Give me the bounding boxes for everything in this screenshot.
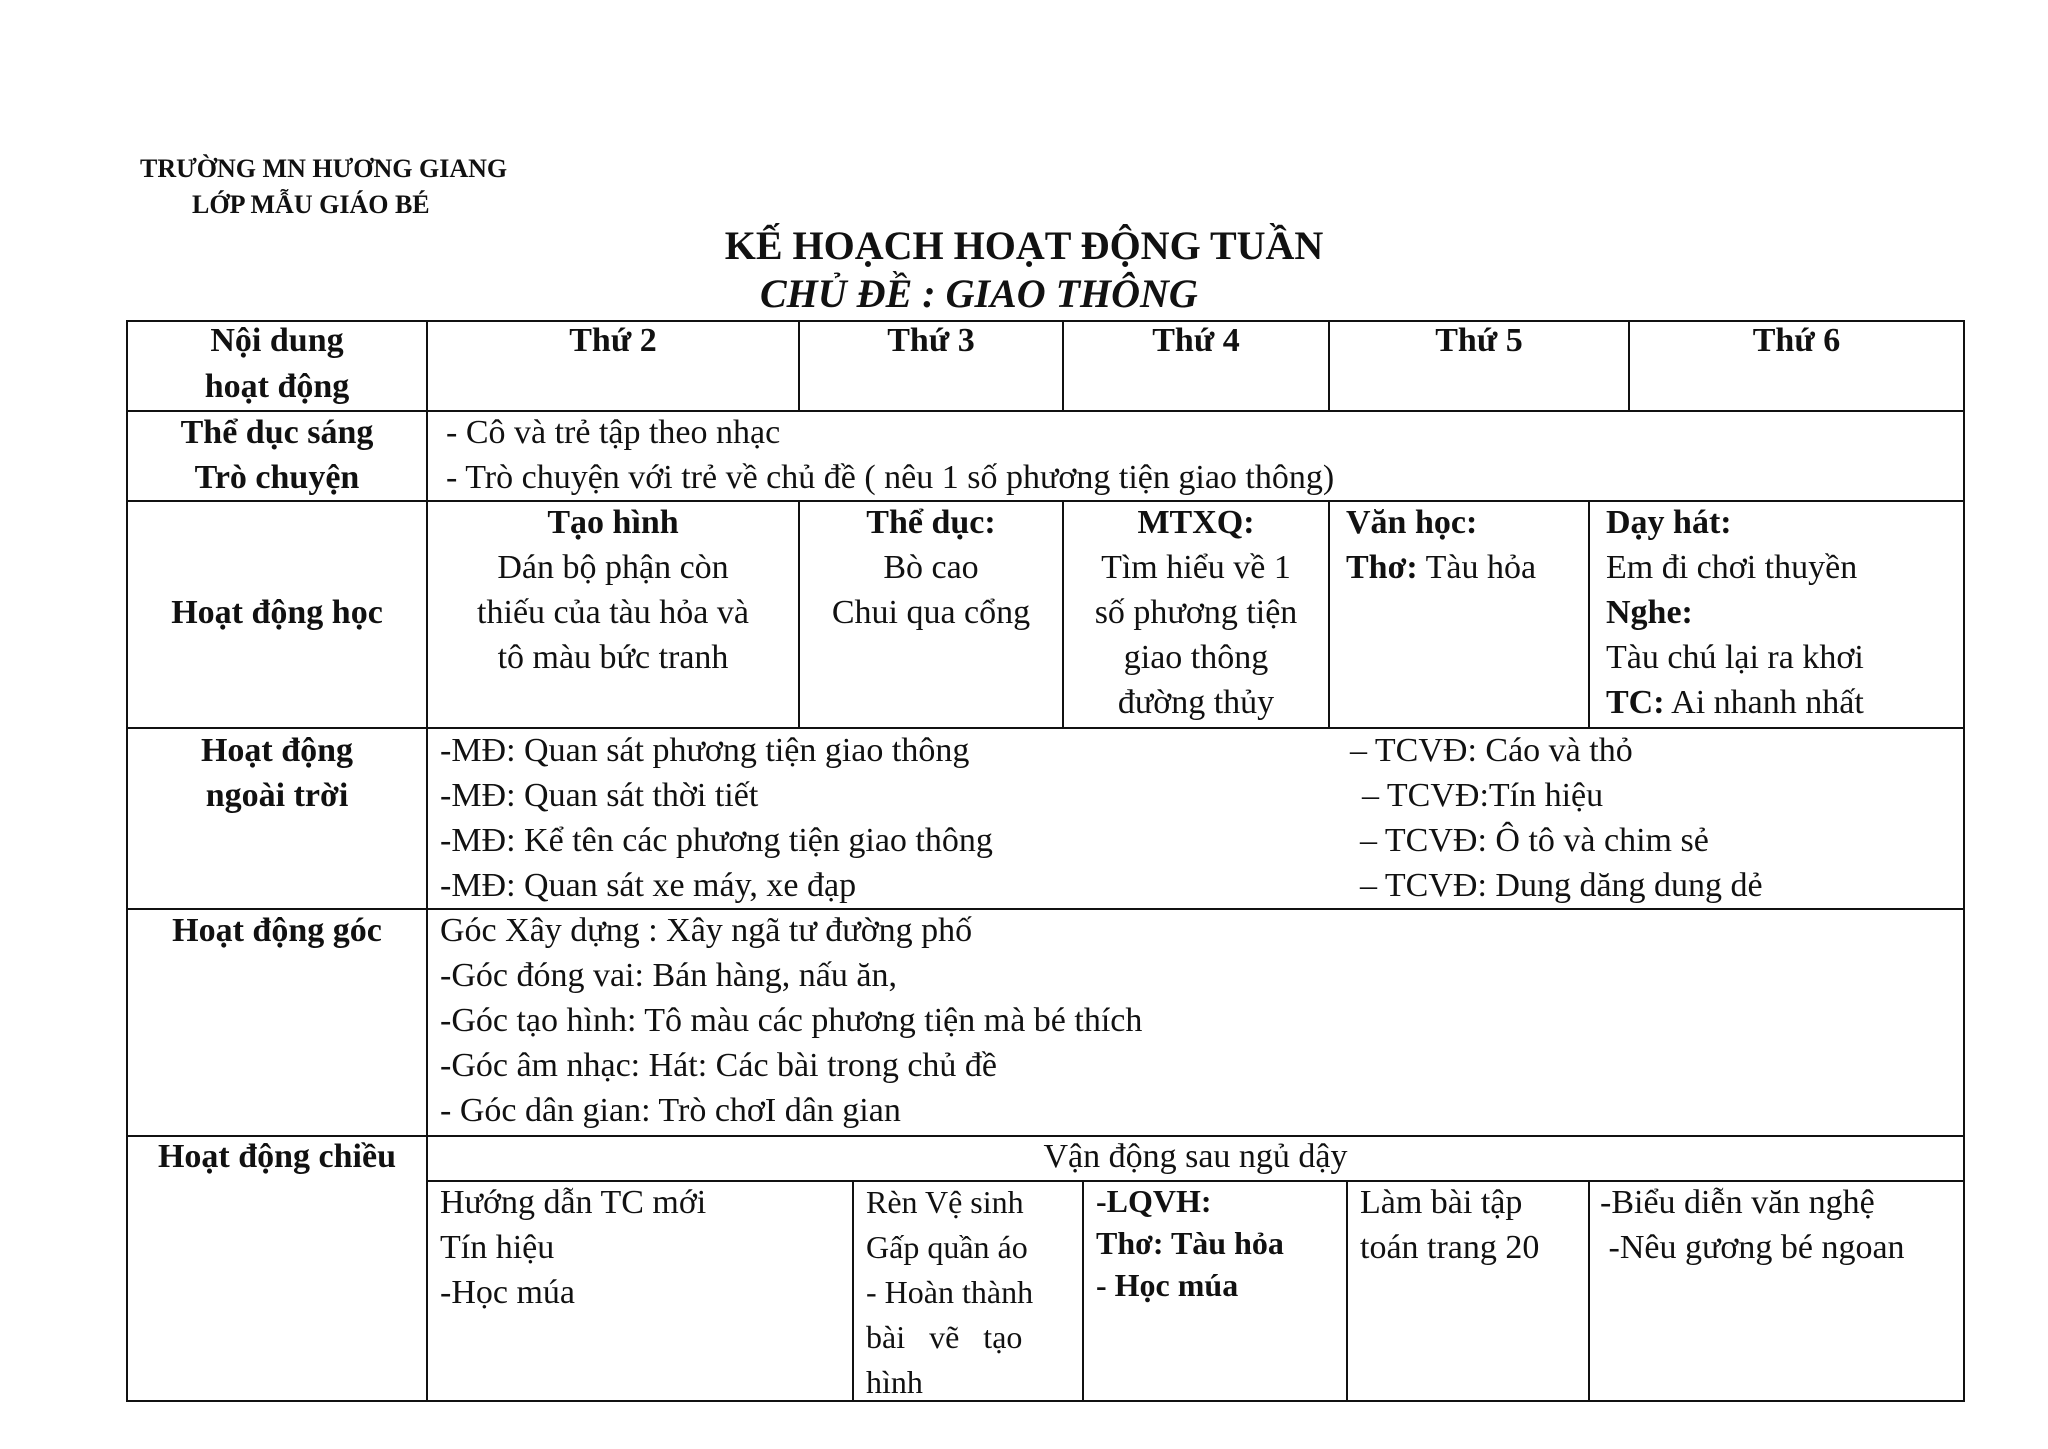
- learning-mon-title: Tạo hình: [547, 504, 679, 541]
- column-header-content: [128, 318, 426, 410]
- column-header-tue: Thứ 3: [887, 322, 975, 359]
- outdoor-observation: -MĐ: Kể tên các phương tiện giao thông: [440, 822, 993, 859]
- afternoon-fri-line: -Nêu gương bé ngoan: [1600, 1229, 1905, 1266]
- page-subtitle: CHỦ ĐỀ : GIAO THÔNG: [760, 271, 1198, 316]
- class-name: LỚP MẪU GIÁO BÉ: [192, 190, 430, 219]
- outdoor-observation: -MĐ: Quan sát xe máy, xe đạp: [440, 867, 857, 904]
- learning-mon-line: thiếu của tàu hỏa và: [477, 594, 749, 631]
- learning-wed-line: Tìm hiểu về 1: [1101, 549, 1291, 586]
- learning-fri-title: Dạy hát:: [1606, 504, 1732, 541]
- learning-thu: [1346, 500, 1586, 590]
- learning-wed: [1064, 500, 1328, 725]
- afternoon-wed-line: - Học múa: [1096, 1267, 1239, 1303]
- morning-line: - Cô và trẻ tập theo nhạc: [446, 414, 781, 451]
- table-border-bottom: [126, 1400, 1965, 1402]
- learning-wed-line: giao thông: [1123, 639, 1269, 676]
- column-header-content-line1: Nội dung: [210, 322, 344, 359]
- learning-tue-line: Bò cao: [883, 549, 979, 586]
- row-label-morning-line1: Thể dục sáng: [180, 414, 374, 451]
- afternoon-wed: [1096, 1180, 1284, 1306]
- learning-mon-line: Dán bộ phận còn: [497, 549, 729, 586]
- column-divider: [1346, 1180, 1348, 1402]
- afternoon-thu-line: Làm bài tập: [1360, 1184, 1523, 1221]
- afternoon-mon: [440, 1180, 706, 1315]
- learning-thu-label: Thơ:: [1346, 549, 1418, 586]
- afternoon-thu: [1360, 1180, 1539, 1270]
- afternoon-mon-line: Tín hiệu: [440, 1229, 555, 1266]
- afternoon-tue-line: Rèn Vệ sinh: [866, 1184, 1024, 1220]
- learning-fri-line: Em đi chơi thuyền: [1606, 549, 1858, 586]
- outdoor-observation: -MĐ: Quan sát thời tiết: [440, 777, 759, 814]
- afternoon-fri-line: -Biểu diễn văn nghệ: [1600, 1184, 1875, 1221]
- afternoon-wed-line: Thơ: Tàu hỏa: [1096, 1225, 1284, 1261]
- outdoor-game: – TCVĐ: Cáo và thỏ: [1350, 732, 1633, 769]
- learning-thu-title: Văn học:: [1346, 504, 1478, 541]
- column-divider: [1588, 500, 1590, 729]
- column-divider: [1588, 1180, 1590, 1402]
- afternoon-tue-line: bài vẽ tạo: [866, 1319, 1023, 1355]
- afternoon-tue-line: - Hoàn thành: [866, 1274, 1034, 1310]
- school-name: TRƯỜNG MN HƯƠNG GIANG: [140, 154, 508, 183]
- column-header-fri: Thứ 6: [1752, 322, 1841, 359]
- learning-fri-line: Tàu chú lại ra khơi: [1606, 639, 1864, 676]
- row-label-corner: Hoạt động góc: [172, 912, 382, 949]
- corner-line: -Góc âm nhạc: Hát: Các bài trong chủ đề: [440, 1047, 998, 1084]
- outdoor-observations: [440, 728, 993, 908]
- afternoon-tue: [866, 1180, 1033, 1405]
- learning-tue: [800, 500, 1062, 635]
- learning-tue-title: Thể dục:: [866, 504, 996, 541]
- learning-wed-line: đường thủy: [1117, 684, 1275, 721]
- outdoor-game: – TCVĐ: Dung dăng dung dẻ: [1360, 867, 1763, 904]
- learning-fri-tc-text: Ai nhanh nhất: [1664, 684, 1864, 721]
- learning-fri: [1606, 500, 1961, 725]
- afternoon-span: Vận động sau ngủ dậy: [1043, 1138, 1348, 1175]
- corner-line: -Góc tạo hình: Tô màu các phương tiện mà bé thích: [440, 1002, 1143, 1039]
- column-header-content-line2: hoạt động: [204, 368, 350, 405]
- corner-line: Góc Xây dựng : Xây ngã tư đường phố: [440, 912, 973, 949]
- row-label-afternoon: Hoạt động chiều: [157, 1138, 397, 1175]
- outdoor-game: – TCVĐ:Tín hiệu: [1362, 777, 1604, 814]
- row-label-outdoor-line2: ngoài trời: [205, 777, 349, 814]
- page-title: KẾ HOẠCH HOẠT ĐỘNG TUẦN: [724, 223, 1324, 268]
- learning-mon-line: tô màu bức tranh: [497, 639, 729, 676]
- afternoon-tue-line: hình: [866, 1364, 923, 1400]
- column-header-wed: Thứ 4: [1152, 322, 1240, 359]
- column-divider: [1328, 500, 1330, 729]
- table-border-right: [1963, 320, 1965, 1402]
- morning-content: [446, 410, 1334, 500]
- corner-line: - Góc dân gian: Trò chơI dân gian: [440, 1092, 901, 1129]
- learning-fri-line: [1606, 680, 1961, 725]
- row-label-outdoor: [128, 728, 426, 818]
- column-divider: [852, 1180, 854, 1402]
- learning-wed-title: MTXQ:: [1137, 504, 1255, 541]
- row-label-morning-line2: Trò chuyện: [194, 459, 360, 496]
- afternoon-thu-line: toán trang 20: [1360, 1229, 1540, 1266]
- row-label-learning: Hoạt động học: [171, 594, 383, 631]
- learning-fri-label: Nghe:: [1606, 594, 1693, 631]
- learning-wed-line: số phương tiện: [1094, 594, 1298, 631]
- column-header-thu: Thứ 5: [1435, 322, 1523, 359]
- row-label-morning: [128, 410, 426, 500]
- afternoon-wed-line: -LQVH:: [1096, 1183, 1212, 1219]
- learning-tue-line: Chui qua cổng: [831, 594, 1031, 631]
- column-divider: [1082, 1180, 1084, 1402]
- corner-content: [440, 908, 1142, 1133]
- column-divider: [426, 320, 428, 1402]
- outdoor-game: – TCVĐ: Ô tô và chim sẻ: [1360, 822, 1709, 859]
- row-label-outdoor-line1: Hoạt động: [200, 732, 354, 769]
- outdoor-games: [1350, 728, 1763, 908]
- learning-mon: [428, 500, 798, 680]
- afternoon-tue-line: Gấp quần áo: [866, 1229, 1028, 1265]
- morning-line: - Trò chuyện với trẻ về chủ đề ( nêu 1 số phương tiện giao thông): [446, 459, 1335, 496]
- column-header-mon: Thứ 2: [569, 322, 657, 359]
- corner-line: -Góc đóng vai: Bán hàng, nấu ăn,: [440, 957, 897, 994]
- afternoon-mon-line: -Học múa: [440, 1274, 576, 1311]
- afternoon-fri: [1600, 1180, 1905, 1270]
- learning-thu-line: [1346, 545, 1586, 590]
- learning-fri-tc-label: TC:: [1606, 684, 1665, 721]
- afternoon-mon-line: Hướng dẫn TC mới: [440, 1184, 707, 1221]
- outdoor-observation: -MĐ: Quan sát phương tiện giao thông: [440, 732, 970, 769]
- learning-thu-text: Tàu hỏa: [1417, 549, 1537, 586]
